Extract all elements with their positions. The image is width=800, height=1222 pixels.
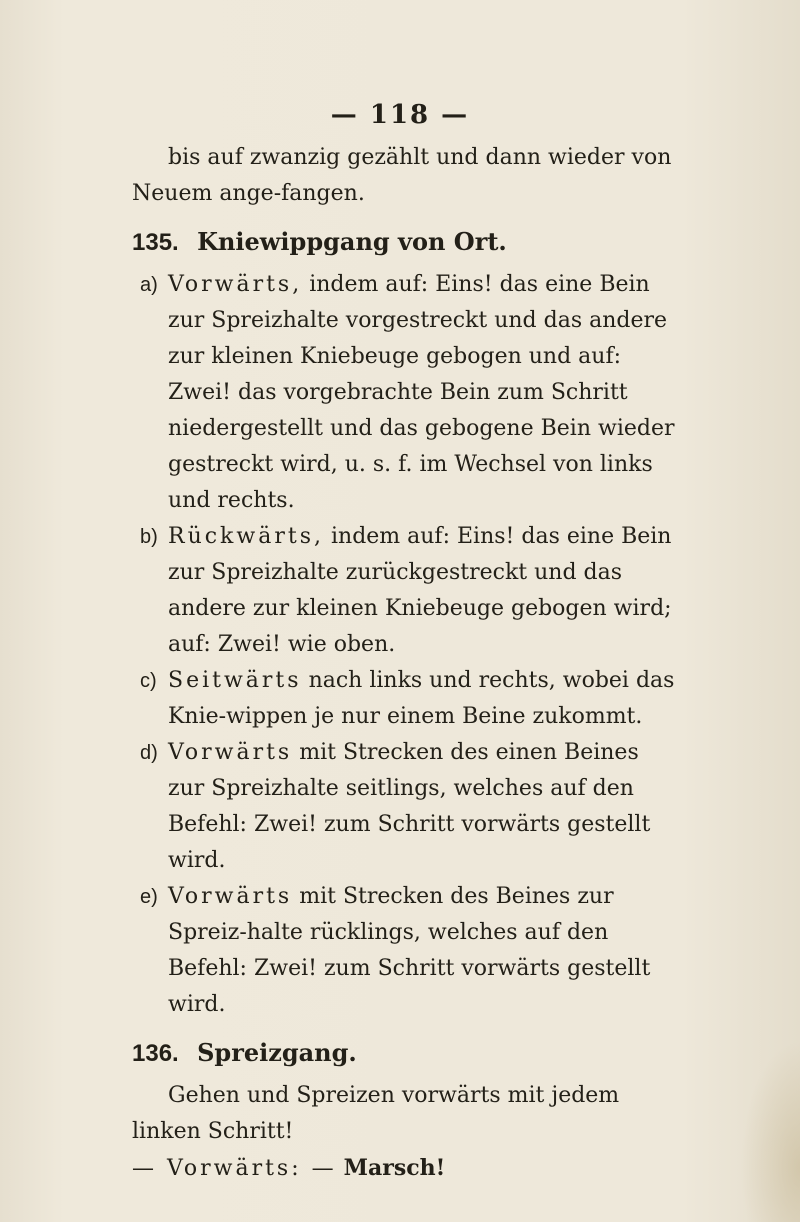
section-135-number: 135. <box>132 229 179 256</box>
page-number: — 118 — <box>330 100 470 130</box>
item-label: a) <box>140 274 158 296</box>
item-label: e) <box>140 886 158 908</box>
item-lead: Seitwärts <box>168 668 302 693</box>
section-135-title: Kniewippgang von Ort. <box>197 227 507 256</box>
command-word: Marsch! <box>343 1155 446 1181</box>
paper-stain <box>740 1040 800 1222</box>
command-prefix: — Vorwärts: — <box>132 1156 337 1181</box>
list-item-c <box>132 663 680 735</box>
item-text: indem auf: Eins! das eine Bein zur Spreizhalte vorgestreckt und das andere zur kleinen Kniebeuge gebogen und auf: Zwei! das vorgebrachte Bein zum Schritt niedergestellt und das gebogene Bein wieder gestreckt wird, u. s. f. im Wechsel von links und rechts. <box>168 272 675 513</box>
section-136-command-line <box>132 1150 680 1187</box>
item-text: mit Strecken des Beines zur Spreiz-halte rücklings, welches auf den Befehl: Zwei! zum Schritt vorwärts gestellt wird. <box>168 884 651 1017</box>
section-136-heading <box>132 1033 680 1074</box>
list-item-b <box>132 519 680 663</box>
item-text: nach links und rechts, wobei das Knie-wippen je nur einem Beine zukommt. <box>168 668 675 729</box>
item-text: indem auf: Eins! das eine Bein zur Spreizhalte zurückgestreckt und das andere zur kleinen Kniebeuge gebogen wird; auf: Zwei! wie oben. <box>168 524 672 657</box>
item-label: b) <box>140 526 158 548</box>
item-lead: Rückwärts, <box>168 524 324 549</box>
page-body <box>132 140 680 1187</box>
section-135-heading <box>132 222 680 263</box>
item-lead: Vorwärts <box>168 884 293 909</box>
item-label: c) <box>140 670 157 692</box>
item-text: mit Strecken des einen Beines zur Spreizhalte seitlings, welches auf den Befehl: Zwei! zum Schritt vorwärts gestellt wird. <box>168 740 651 873</box>
item-lead: Vorwärts, <box>168 272 303 297</box>
section-136-number: 136. <box>132 1040 179 1067</box>
list-item-d <box>132 735 680 879</box>
section-136-text: Gehen und Spreizen vorwärts mit jedem linken Schritt! <box>132 1083 620 1144</box>
list-item-e <box>132 879 680 1023</box>
section-136-title: Spreizgang. <box>197 1038 357 1067</box>
intro-paragraph: bis auf zwanzig gezählt und dann wieder von Neuem ange-fangen. <box>132 145 672 206</box>
list-item-a <box>132 267 680 519</box>
item-lead: Vorwärts <box>168 740 293 765</box>
item-label: d) <box>140 742 158 764</box>
